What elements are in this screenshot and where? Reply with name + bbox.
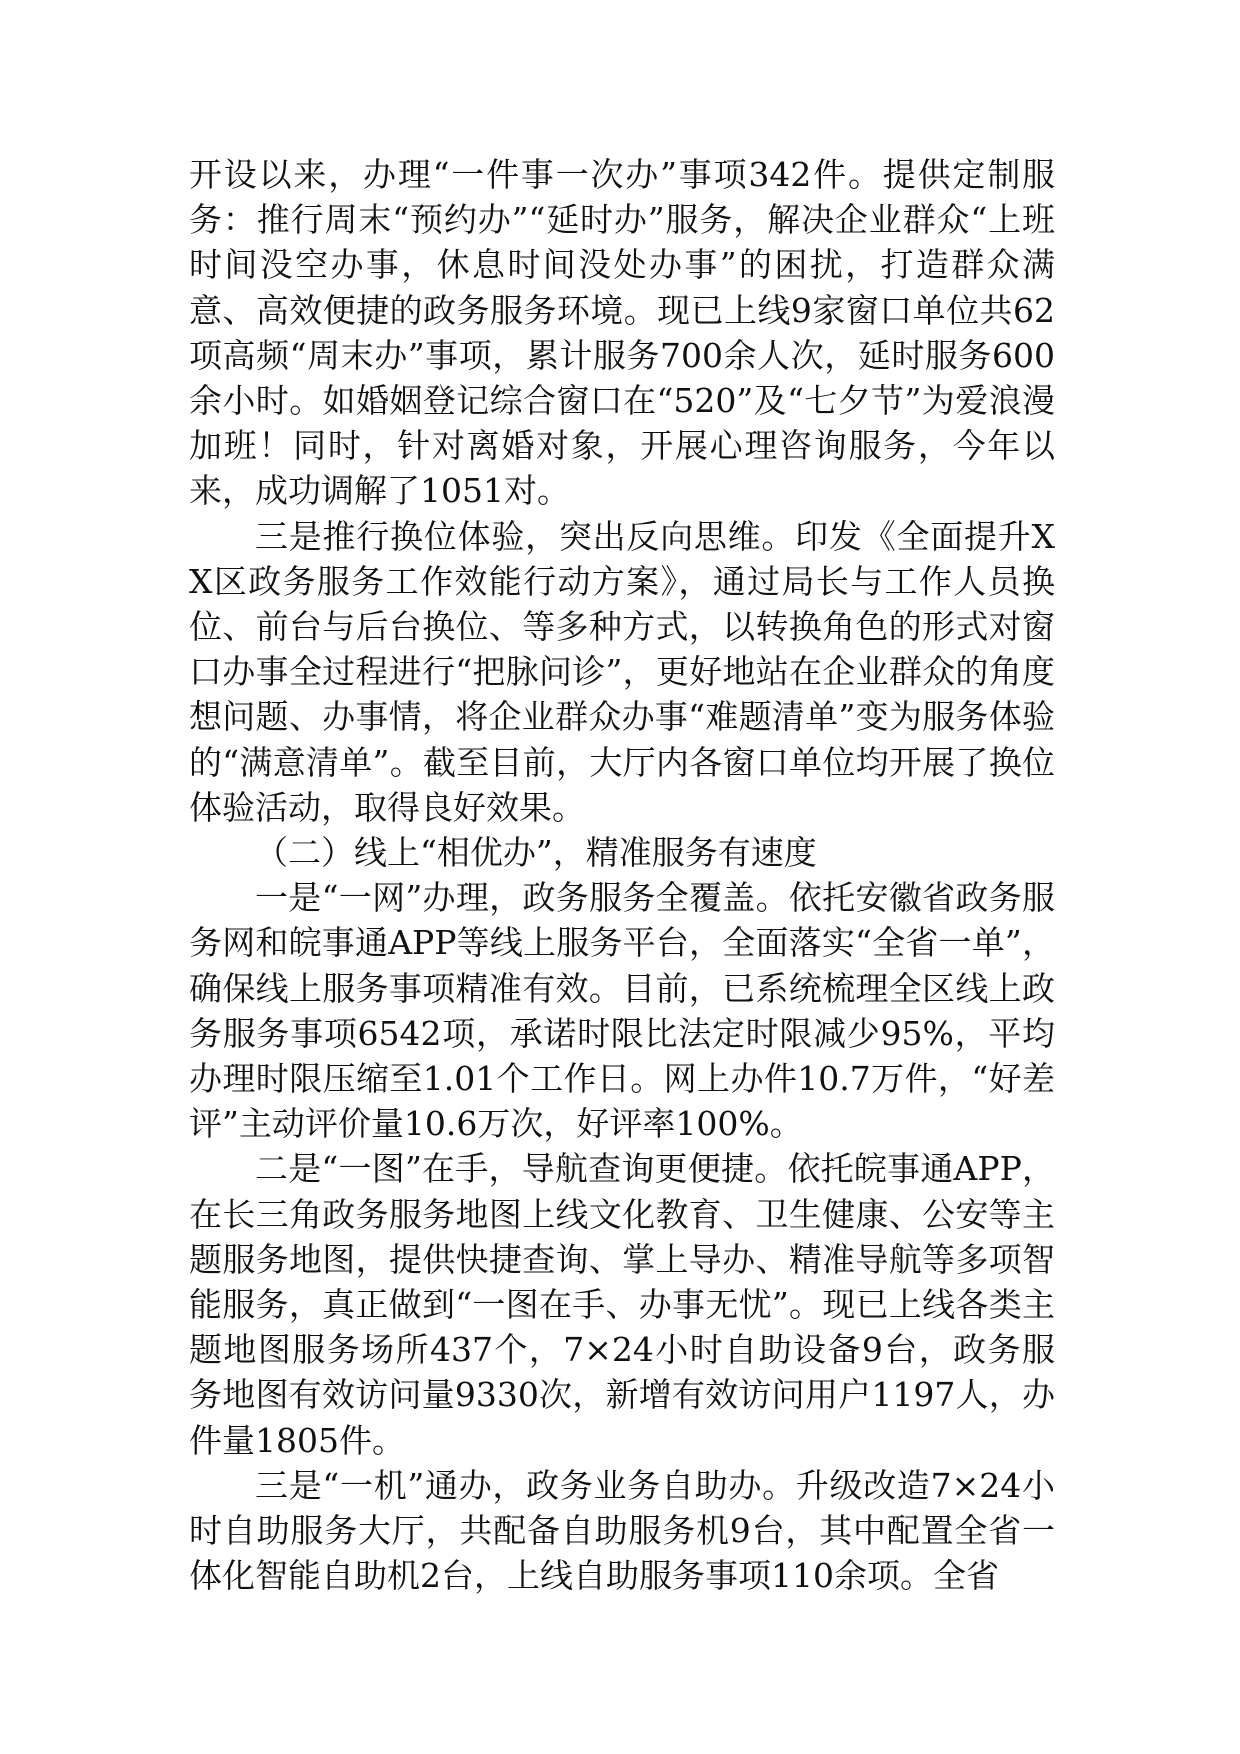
document-page <box>189 152 1055 1599</box>
paragraph-point-two-map: 二是“一图”在手，导航查询更便捷。依托皖事通APP，在长三角政务服务地图上线文化教育、卫生健康、公安等主题服务地图，提供快捷查询、掌上导办、精准导航等多项智能服务，真正做到“一图在手、办事无忧”。现已上线各类主题地图服务场所437个，7×24小时自助设备9台，政务服务地图有效访问量9330次，新增有效访问用户1197人，办件量1805件。 <box>189 1149 1055 1460</box>
section-heading-online: （二）线上“相优办”，精准服务有速度 <box>255 833 817 873</box>
paragraph-point-one-network: 一是“一网”办理，政务服务全覆盖。依托安徽省政务服务网和皖事通APP等线上服务平台，全面落实“全省一单”，确保线上服务事项精准有效。目前，已系统梳理全区线上政务服务事项6542项，承诺时限比法定时限减少95%，平均办理时限压缩至1.01个工作日。网上办件10.7万件，“好差评”主动评价量10.6万次，好评率100%。 <box>189 878 1055 1144</box>
paragraph-point-three-machine: 三是“一机”通办，政务业务自助办。升级改造7×24小时自助服务大厅，共配备自助服务机9台，其中配置全省一体化智能自助机2台，上线自助服务事项110余项。全省 <box>189 1465 1055 1596</box>
paragraph-continued: 开设以来，办理“一件事一次办”事项342件。提供定制服务：推行周末“预约办”“延时办”服务，解决企业群众“上班时间没空办事，休息时间没处办事”的困扰，打造群众满意、高效便捷的政务服务环境。现已上线9家窗口单位共62项高频“周末办”事项，累计服务700余人次，延时服务600余小时。如婚姻登记综合窗口在“520”及“七夕节”为爱浪漫加班！同时，针对离婚对象，开展心理咨询服务，今年以来，成功调解了1051对。 <box>189 155 1055 511</box>
paragraph-point-three-role-swap: 三是推行换位体验，突出反向思维。印发《全面提升XX区政务服务工作效能行动方案》，通过局长与工作人员换位、前台与后台换位、等多种方式，以转换角色的形式对窗口办事全过程进行“把脉问诊”，更好地站在企业群众的角度想问题、办事情，将企业群众办事“难题清单”变为服务体验的“满意清单”。截至目前，大厅内各窗口单位均开展了换位体验活动，取得良好效果。 <box>189 516 1055 827</box>
